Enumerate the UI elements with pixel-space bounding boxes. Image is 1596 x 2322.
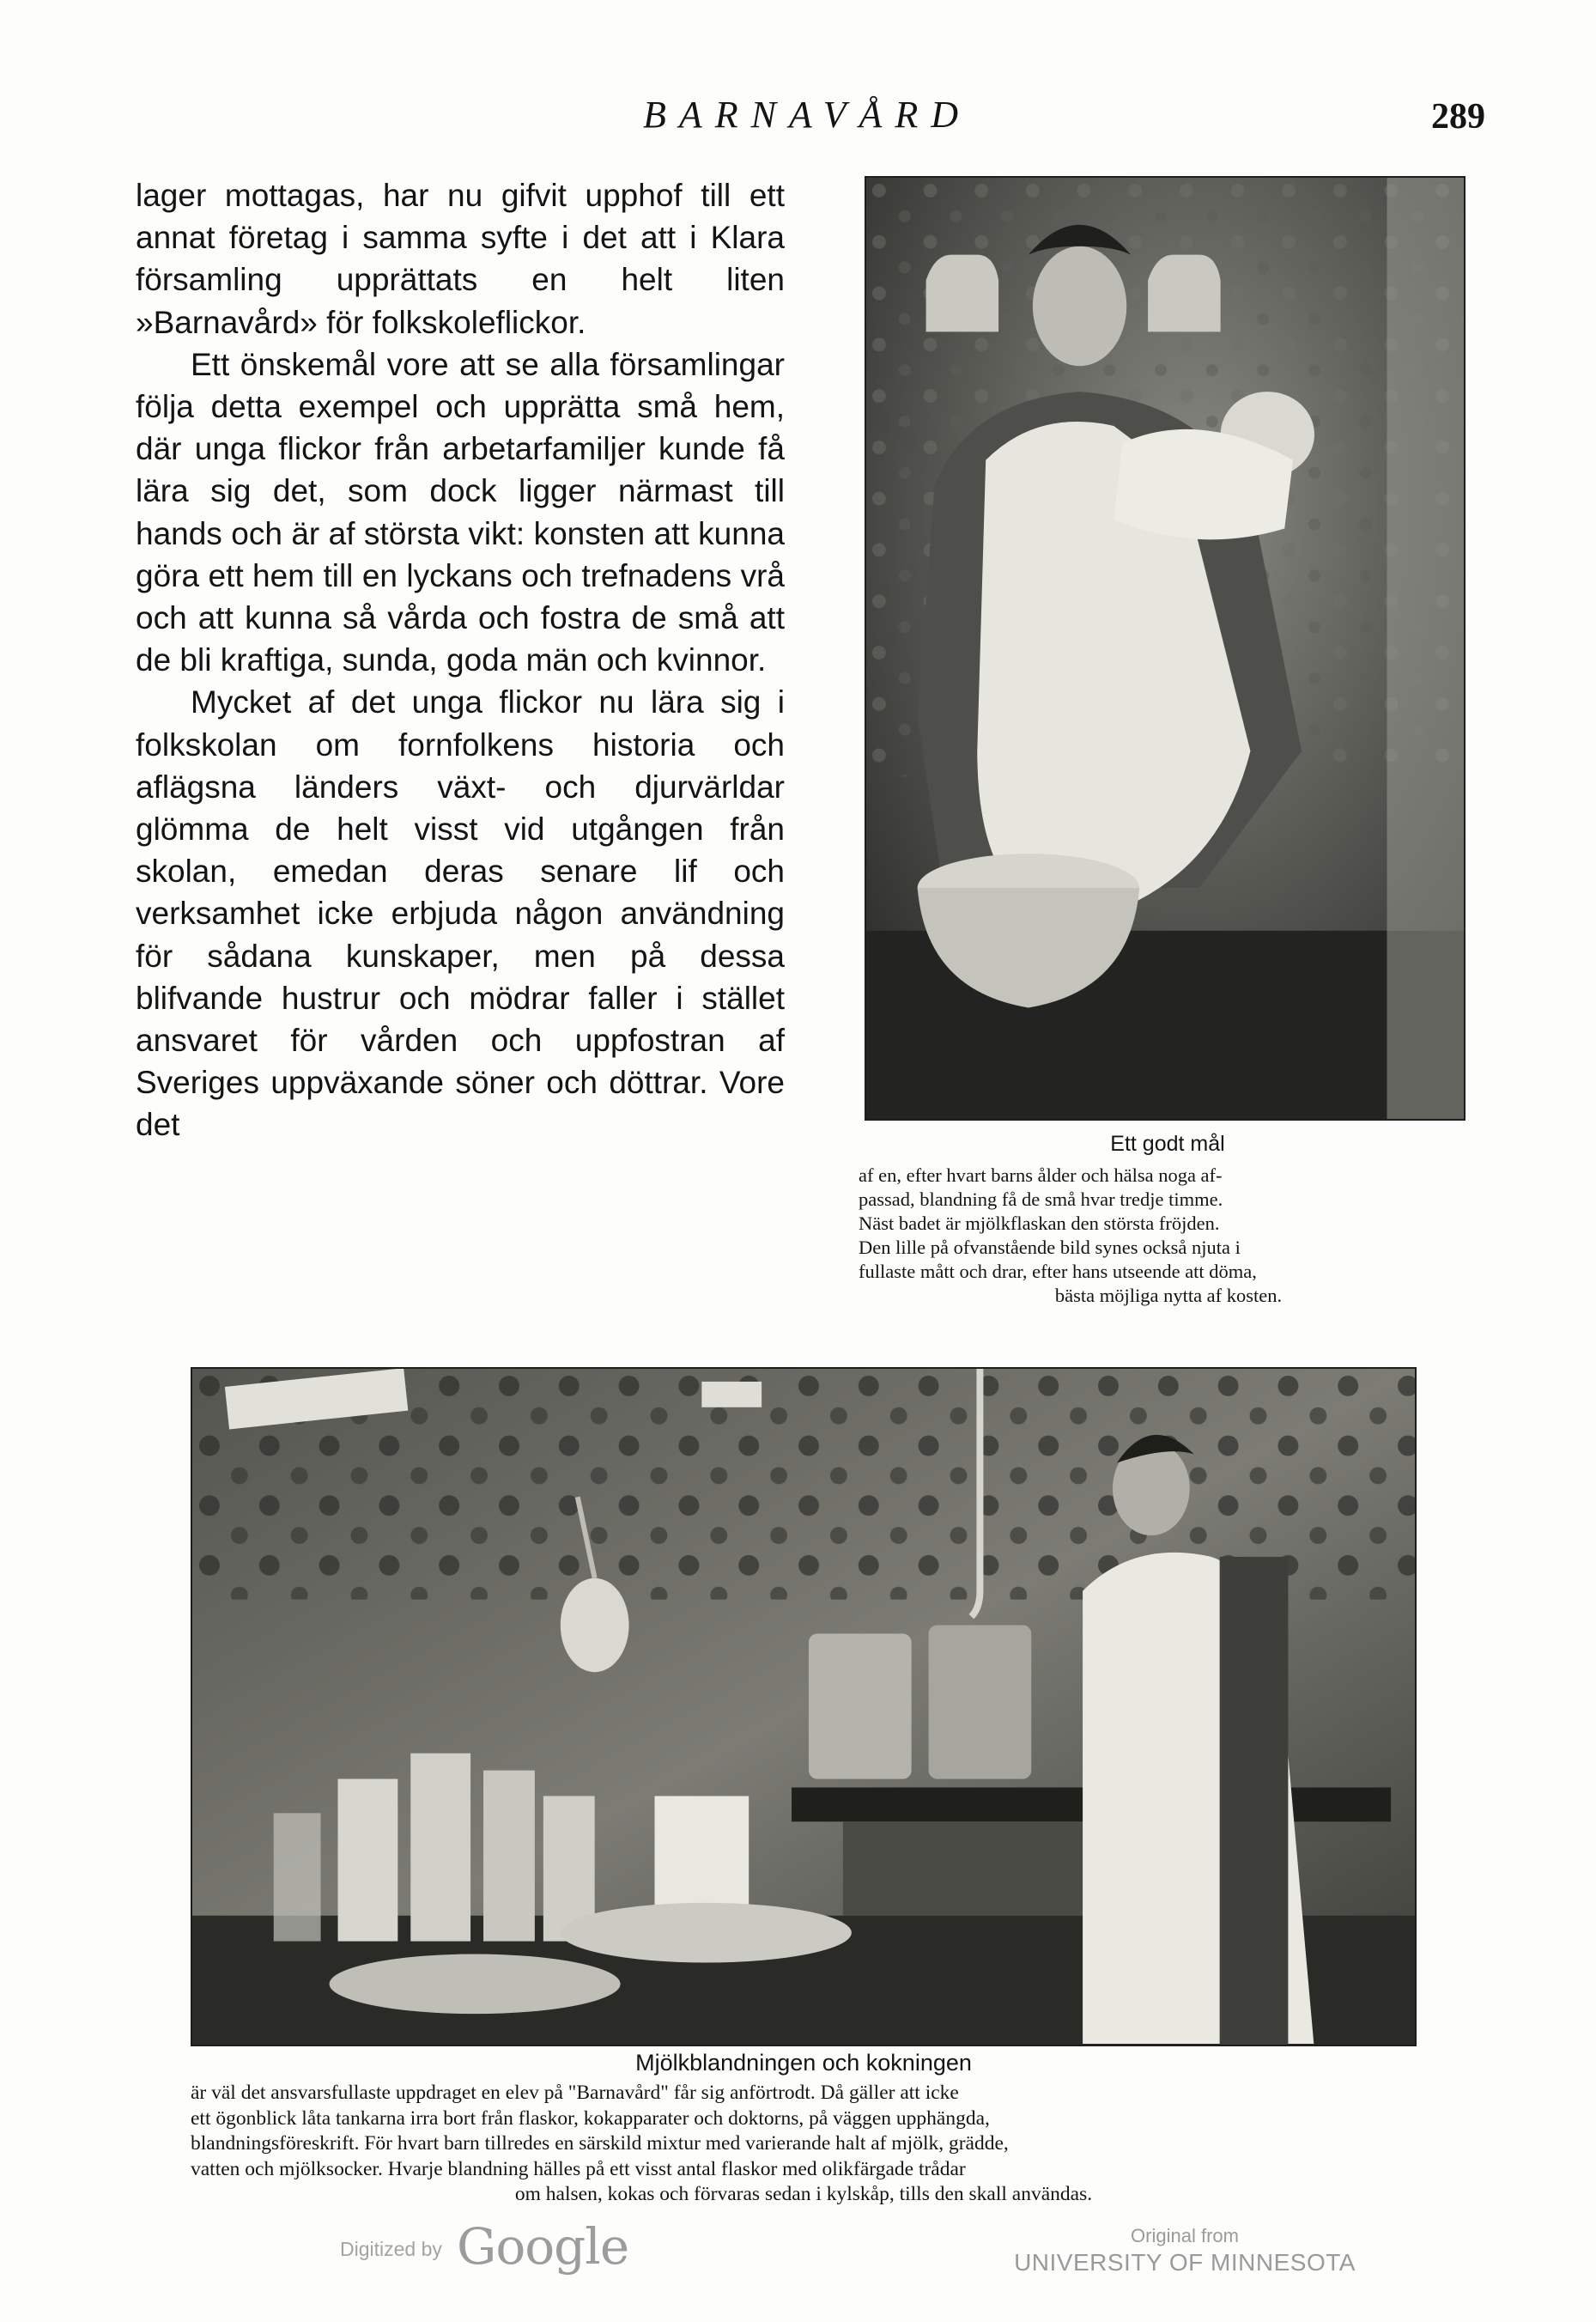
page-number: 289 xyxy=(1431,97,1485,137)
caption-line: är väl det ansvarsfullaste uppdraget en elev på "Barnavård" får sig anförtrodt. Då gäller att icke xyxy=(191,2082,959,2104)
photo-nurse-feeding-baby-illustration xyxy=(866,178,1464,1119)
caption-line: af en, efter hvart barns ålder och hälsa noga af- xyxy=(859,1164,1223,1186)
source-attribution xyxy=(962,2224,1408,2277)
caption-line: ett ögonblick låta tankarna irra bort från flaskor, kokapparater och doktorns, på väggen upphängda, xyxy=(191,2106,990,2130)
photo-milk-kitchen-illustration xyxy=(192,1369,1415,2045)
paragraph: lager mottagas, har nu gifvit upphof till ett annat företag i samma syfte i det att i Klara församling upprättats en helt liten »Barnavård» för folkskoleflickor. xyxy=(136,178,785,340)
google-logo: Google xyxy=(457,2217,629,2276)
figure2-caption-title: Mjölkblandningen och kokningen xyxy=(635,2050,972,2076)
caption-line: vatten och mjölksocker. Hvarje blandning hälles på ett visst antal flaskor med olikfärgade trådar xyxy=(191,2157,966,2180)
caption-line: passad, blandning få de små hvar tredje timme. xyxy=(859,1188,1223,1210)
caption-line: fullaste mått och drar, efter hans utseende att döma, xyxy=(859,1261,1257,1282)
original-from-label: Original from xyxy=(1131,2225,1239,2246)
paragraph: Ett önskemål vore att se alla församlingar följa detta exempel och upprätta små hem, där unga flickor från arbetarfamiljer kunde få lära sig det, som dock ligger närmast till hands och är af största vikt: konsten att kunna göra ett hem till en lyckans och trefnadens vrå och att kunna så vårda och fostra de små att de bli kraftiga, sunda, goda män och kvinnor. xyxy=(136,346,785,678)
institution-name: UNIVERSITY OF MINNESOTA xyxy=(1014,2249,1356,2276)
figure2-caption xyxy=(191,2081,1417,2208)
figure1-caption-title: Ett godt mål xyxy=(1110,1132,1225,1156)
figure1-caption xyxy=(859,1164,1478,1308)
digitized-by-label: Digitized by xyxy=(340,2238,442,2260)
caption-line: om halsen, kokas och förvaras sedan i kylskåp, tills den skall användas. xyxy=(514,2183,1093,2205)
caption-line: bästa möjliga nytta af kosten. xyxy=(1054,1285,1283,1306)
photo-nurse-feeding-baby xyxy=(865,176,1466,1121)
caption-line: Näst badet är mjölkflaskan den största fröjden. xyxy=(859,1213,1220,1234)
running-header: BARNAVÅRD xyxy=(642,94,972,136)
caption-line: blandningsföreskrift. För hvart barn tillredes en särskild mixtur med varierande halt af mjölk, grädde, xyxy=(191,2132,1009,2155)
photo-milk-kitchen xyxy=(191,1367,1417,2046)
body-text xyxy=(136,174,785,1146)
paragraph: Mycket af det unga flickor nu lära sig i folkskolan om fornfolkens historia och aflägsna länders växt- och djurvärldar glömma de helt visst vid utgången från skolan, emedan deras senare lif och verksamhet icke erbjuda någon användning för sådana kunskaper, men på dessa blifvande hustrur och mödrar faller i stället ansvaret för vården och uppfostran af Sveriges uppväxande söner och döttrar. Vore det xyxy=(136,684,785,1143)
caption-line: Den lille på ofvanstående bild synes också njuta i xyxy=(859,1237,1241,1258)
